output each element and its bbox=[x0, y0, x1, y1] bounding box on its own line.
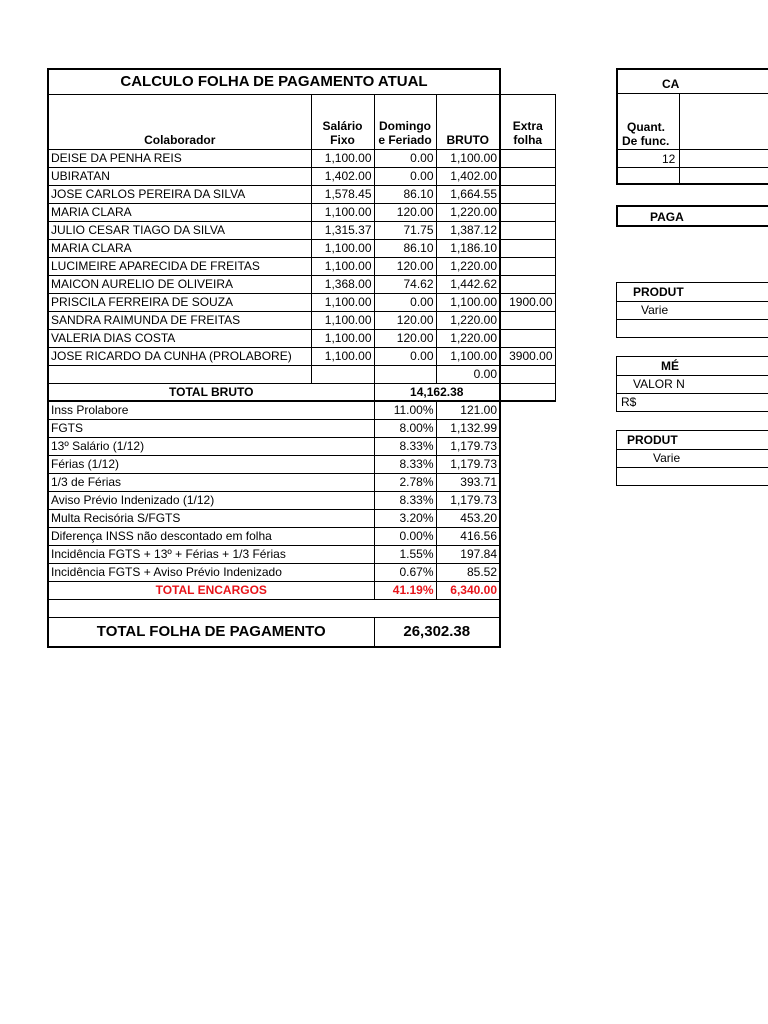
employee-row bbox=[48, 203, 555, 221]
encargo-label: Férias (1/12) bbox=[48, 455, 374, 473]
total-bruto-value: 14,162.38 bbox=[374, 383, 500, 401]
encargo-value: 1,132.99 bbox=[436, 419, 500, 437]
employee-name: SANDRA RAIMUNDA DE FREITAS bbox=[48, 311, 311, 329]
header-bruto: BRUTO bbox=[436, 94, 500, 149]
domingo-feriado: 120.00 bbox=[374, 257, 436, 275]
encargo-label: Inss Prolabore bbox=[48, 401, 374, 419]
encargo-row bbox=[48, 401, 555, 419]
domingo-feriado: 0.00 bbox=[374, 293, 436, 311]
domingo-feriado: 120.00 bbox=[374, 329, 436, 347]
total-encargos-pct: 41.19% bbox=[374, 581, 436, 599]
domingo-feriado: 86.10 bbox=[374, 239, 436, 257]
employee-name: MAICON AURELIO DE OLIVEIRA bbox=[48, 275, 311, 293]
extra-folha bbox=[500, 329, 555, 347]
title-row bbox=[48, 69, 555, 94]
employee-name: LUCIMEIRE APARECIDA DE FREITAS bbox=[48, 257, 311, 275]
encargo-label: Incidência FGTS + Aviso Prévio Indenizado bbox=[48, 563, 374, 581]
salario-fixo: 1,100.00 bbox=[311, 329, 374, 347]
encargo-pct: 11.00% bbox=[374, 401, 436, 419]
encargo-label: 1/3 de Férias bbox=[48, 473, 374, 491]
employee-name: MARIA CLARA bbox=[48, 239, 311, 257]
employee-name: PRISCILA FERREIRA DE SOUZA bbox=[48, 293, 311, 311]
extra-folha bbox=[500, 275, 555, 293]
salario-fixo: 1,100.00 bbox=[311, 293, 374, 311]
salario-fixo: 1,368.00 bbox=[311, 275, 374, 293]
employee-row bbox=[48, 275, 555, 293]
employee-row bbox=[48, 167, 555, 185]
blank-bruto: 0.00 bbox=[436, 365, 500, 383]
extra-folha bbox=[500, 203, 555, 221]
extra-folha bbox=[500, 167, 555, 185]
bruto-value: 1,387.12 bbox=[436, 221, 500, 239]
encargo-pct: 8.00% bbox=[374, 419, 436, 437]
employee-name: MARIA CLARA bbox=[48, 203, 311, 221]
produt-box-2: PRODUT Varie bbox=[616, 430, 768, 486]
total-bruto-row bbox=[48, 383, 555, 401]
encargo-value: 121.00 bbox=[436, 401, 500, 419]
salario-fixo: 1,402.00 bbox=[311, 167, 374, 185]
encargo-value: 416.56 bbox=[436, 527, 500, 545]
header-salario: Salário Fixo bbox=[311, 94, 374, 149]
encargo-label: Multa Recisória S/FGTS bbox=[48, 509, 374, 527]
total-folha-label: TOTAL FOLHA DE PAGAMENTO bbox=[48, 617, 374, 647]
bruto-value: 1,664.55 bbox=[436, 185, 500, 203]
encargo-label: Aviso Prévio Indenizado (1/12) bbox=[48, 491, 374, 509]
employee-name: JOSE CARLOS PEREIRA DA SILVA bbox=[48, 185, 311, 203]
encargo-row bbox=[48, 437, 555, 455]
total-folha-value: 26,302.38 bbox=[374, 617, 500, 647]
encargo-pct: 8.33% bbox=[374, 437, 436, 455]
extra-folha: 3900.00 bbox=[500, 347, 555, 365]
right-summary-box: CA Quant. De func. 12 bbox=[616, 68, 768, 185]
employee-row bbox=[48, 221, 555, 239]
media-box: MÉ VALOR N R$ bbox=[616, 356, 768, 412]
extra-folha bbox=[500, 239, 555, 257]
bruto-value: 1,220.00 bbox=[436, 203, 500, 221]
encargo-pct: 8.33% bbox=[374, 455, 436, 473]
encargo-pct: 0.00% bbox=[374, 527, 436, 545]
encargo-row bbox=[48, 545, 555, 563]
employee-row bbox=[48, 149, 555, 167]
employee-name: UBIRATAN bbox=[48, 167, 311, 185]
employee-name: JULIO CESAR TIAGO DA SILVA bbox=[48, 221, 311, 239]
sheet-title: CALCULO FOLHA DE PAGAMENTO ATUAL bbox=[48, 69, 500, 94]
domingo-feriado: 120.00 bbox=[374, 203, 436, 221]
extra-folha bbox=[500, 311, 555, 329]
encargo-value: 1,179.73 bbox=[436, 455, 500, 473]
domingo-feriado: 0.00 bbox=[374, 149, 436, 167]
encargo-label: Diferença INSS não descontado em folha bbox=[48, 527, 374, 545]
encargo-label: 13º Salário (1/12) bbox=[48, 437, 374, 455]
encargo-row bbox=[48, 491, 555, 509]
employee-name: DEISE DA PENHA REIS bbox=[48, 149, 311, 167]
quant-header: Quant. bbox=[627, 120, 665, 134]
extra-folha bbox=[500, 221, 555, 239]
encargo-label: FGTS bbox=[48, 419, 374, 437]
header-row bbox=[48, 94, 555, 149]
domingo-feriado: 71.75 bbox=[374, 221, 436, 239]
produt-box-1: PRODUT Varie bbox=[616, 282, 768, 338]
employee-row bbox=[48, 311, 555, 329]
extra-folha bbox=[500, 149, 555, 167]
encargo-value: 453.20 bbox=[436, 509, 500, 527]
total-encargos-label: TOTAL ENCARGOS bbox=[48, 581, 374, 599]
salario-fixo: 1,100.00 bbox=[311, 149, 374, 167]
bruto-value: 1,100.00 bbox=[436, 149, 500, 167]
encargo-row bbox=[48, 563, 555, 581]
header-colaborador: Colaborador bbox=[48, 94, 311, 149]
domingo-feriado: 0.00 bbox=[374, 167, 436, 185]
paga-box: PAGA bbox=[616, 205, 768, 227]
employee-name: JOSE RICARDO DA CUNHA (PROLABORE) bbox=[48, 347, 311, 365]
encargo-value: 393.71 bbox=[436, 473, 500, 491]
extra-folha: 1900.00 bbox=[500, 293, 555, 311]
domingo-feriado: 120.00 bbox=[374, 311, 436, 329]
quant-value: 12 bbox=[662, 152, 676, 166]
encargo-row bbox=[48, 527, 555, 545]
salario-fixo: 1,315.37 bbox=[311, 221, 374, 239]
salario-fixo: 1,100.00 bbox=[311, 203, 374, 221]
bruto-value: 1,220.00 bbox=[436, 311, 500, 329]
encargo-row bbox=[48, 509, 555, 527]
total-encargos-value: 6,340.00 bbox=[436, 581, 500, 599]
right-partial-panel bbox=[616, 68, 768, 568]
header-extra: Extra folha bbox=[500, 94, 555, 149]
encargo-row bbox=[48, 419, 555, 437]
encargo-pct: 3.20% bbox=[374, 509, 436, 527]
employee-row bbox=[48, 257, 555, 275]
domingo-feriado: 0.00 bbox=[374, 347, 436, 365]
bruto-value: 1,220.00 bbox=[436, 329, 500, 347]
encargo-pct: 1.55% bbox=[374, 545, 436, 563]
bruto-value: 1,402.00 bbox=[436, 167, 500, 185]
bruto-value: 1,100.00 bbox=[436, 293, 500, 311]
encargo-value: 1,179.73 bbox=[436, 437, 500, 455]
salario-fixo: 1,100.00 bbox=[311, 239, 374, 257]
employee-row bbox=[48, 347, 555, 365]
encargo-label: Incidência FGTS + 13º + Férias + 1/3 Férias bbox=[48, 545, 374, 563]
employee-row bbox=[48, 239, 555, 257]
bruto-value: 1,220.00 bbox=[436, 257, 500, 275]
encargo-value: 1,179.73 bbox=[436, 491, 500, 509]
encargo-pct: 8.33% bbox=[374, 491, 436, 509]
bruto-value: 1,100.00 bbox=[436, 347, 500, 365]
header-domingo: Domingo e Feriado bbox=[374, 94, 436, 149]
encargo-row bbox=[48, 455, 555, 473]
domingo-feriado: 86.10 bbox=[374, 185, 436, 203]
domingo-feriado: 74.62 bbox=[374, 275, 436, 293]
employee-row bbox=[48, 185, 555, 203]
encargo-row bbox=[48, 473, 555, 491]
bruto-value: 1,186.10 bbox=[436, 239, 500, 257]
salario-fixo: 1,100.00 bbox=[311, 347, 374, 365]
bruto-value: 1,442.62 bbox=[436, 275, 500, 293]
total-folha-row bbox=[48, 617, 555, 647]
salario-fixo: 1,100.00 bbox=[311, 257, 374, 275]
employee-row bbox=[48, 293, 555, 311]
payroll-table bbox=[47, 68, 556, 648]
encargo-pct: 0.67% bbox=[374, 563, 436, 581]
salario-fixo: 1,578.45 bbox=[311, 185, 374, 203]
total-bruto-label: TOTAL BRUTO bbox=[48, 383, 374, 401]
encargo-value: 85.52 bbox=[436, 563, 500, 581]
spacer-row bbox=[48, 599, 555, 617]
encargo-value: 197.84 bbox=[436, 545, 500, 563]
total-encargos-row bbox=[48, 581, 555, 599]
extra-folha bbox=[500, 185, 555, 203]
encargo-pct: 2.78% bbox=[374, 473, 436, 491]
extra-folha bbox=[500, 257, 555, 275]
right-title: CA bbox=[662, 77, 680, 91]
blank-row bbox=[48, 365, 555, 383]
employee-name: VALERIA DIAS COSTA bbox=[48, 329, 311, 347]
employee-row bbox=[48, 329, 555, 347]
salario-fixo: 1,100.00 bbox=[311, 311, 374, 329]
